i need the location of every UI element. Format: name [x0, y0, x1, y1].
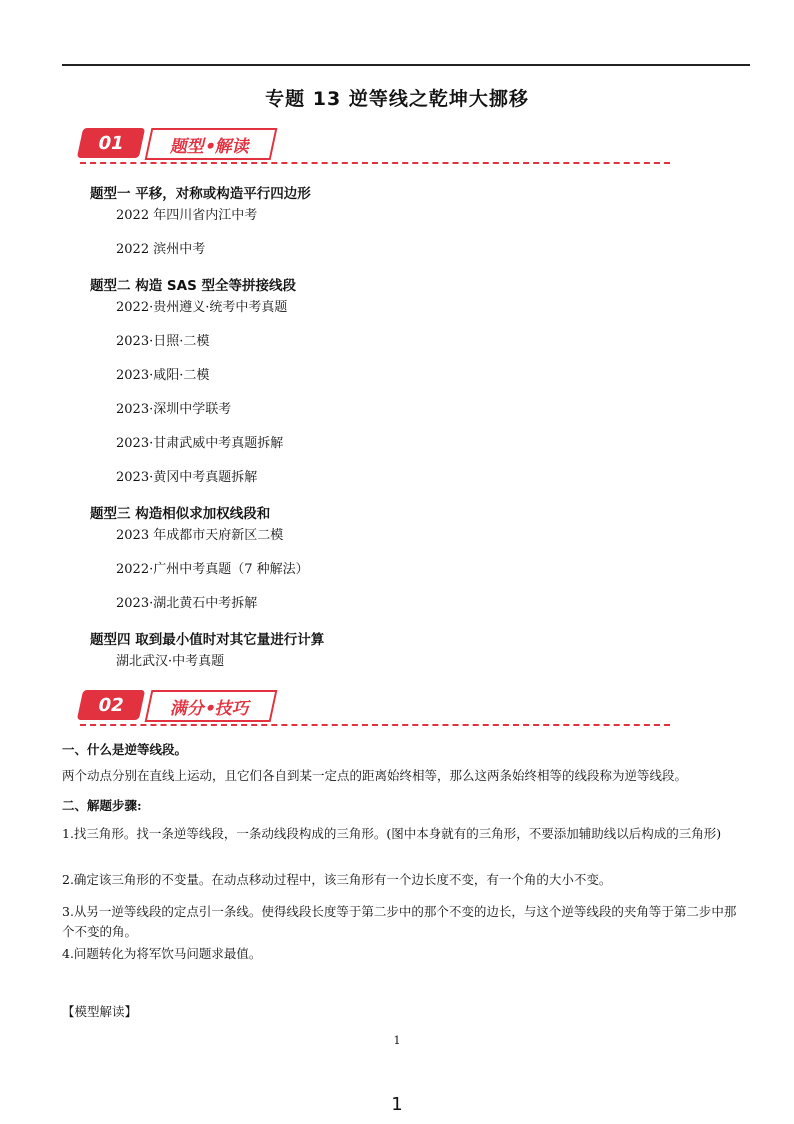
toc-group-title: 题型一 平移，对称或构造平行四边形	[90, 186, 311, 202]
toc-item: 2022 滨州中考	[116, 242, 206, 257]
page-number: 1	[393, 1034, 401, 1047]
viewer-page-number: 1	[391, 1094, 403, 1115]
toc-group-title: 题型二 构造 SAS 型全等拼接线段	[90, 278, 296, 294]
step-3: 3.从另一逆等线段的定点引一条线。使得线段长度等于第二步中的那个不变的边长，与这个逆等线段的夹角等于第二步中那个不变的角。	[62, 904, 737, 939]
step-2: 2.确定该三角形的不变量。在动点移动过程中，该三角形有一个边长度不变，有一个角的大小不变。	[62, 872, 612, 887]
toc-item: 2023·咸阳·二模	[116, 368, 210, 383]
section-number: 01	[77, 128, 145, 158]
heading-steps: 二、解题步骤:	[62, 798, 142, 813]
section-label: 满分•技巧	[145, 690, 278, 722]
toc-item: 2023·湖北黄石中考拆解	[116, 596, 258, 611]
header-rule	[62, 64, 750, 66]
dashed-divider	[80, 162, 670, 164]
definition-paragraph: 两个动点分别在直线上运动，且它们各自到某一定点的距离始终相等，那么这两条始终相等的线段称为逆等线段。	[62, 768, 688, 783]
toc-item: 2023 年成都市天府新区二模	[116, 528, 284, 543]
toc-item: 2023·甘肃武威中考真题拆解	[116, 436, 284, 451]
toc-item: 2022 年四川省内江中考	[116, 208, 258, 223]
step-4: 4.问题转化为将军饮马问题求最值。	[62, 946, 262, 961]
document-title: 专题 13 逆等线之乾坤大挪移	[265, 88, 529, 110]
dashed-divider	[80, 724, 670, 726]
toc-item: 湖北武汉·中考真题	[116, 654, 225, 669]
model-heading: 【模型解读】	[62, 1004, 138, 1019]
toc-item: 2023·日照·二模	[116, 334, 210, 349]
section-label: 题型•解读	[145, 128, 278, 160]
toc-item: 2022·广州中考真题（7 种解法）	[116, 562, 309, 577]
step-1: 1.找三角形。找一条逆等线段，一条动线段构成的三角形。(图中本身就有的三角形，不要添加辅助线以后构成的三角形)	[62, 826, 722, 841]
heading-definition: 一、什么是逆等线段。	[62, 742, 188, 757]
toc-item: 2023·黄冈中考真题拆解	[116, 470, 258, 485]
toc-item: 2022·贵州遵义·统考中考真题	[116, 300, 288, 315]
toc-item: 2023·深圳中学联考	[116, 402, 232, 417]
toc-group-title: 题型四 取到最小值时对其它量进行计算	[90, 632, 325, 648]
section-banner-02	[80, 690, 670, 724]
section-banner-01	[80, 128, 670, 162]
toc-group-title: 题型三 构造相似求加权线段和	[90, 506, 271, 522]
section-number: 02	[77, 690, 145, 720]
